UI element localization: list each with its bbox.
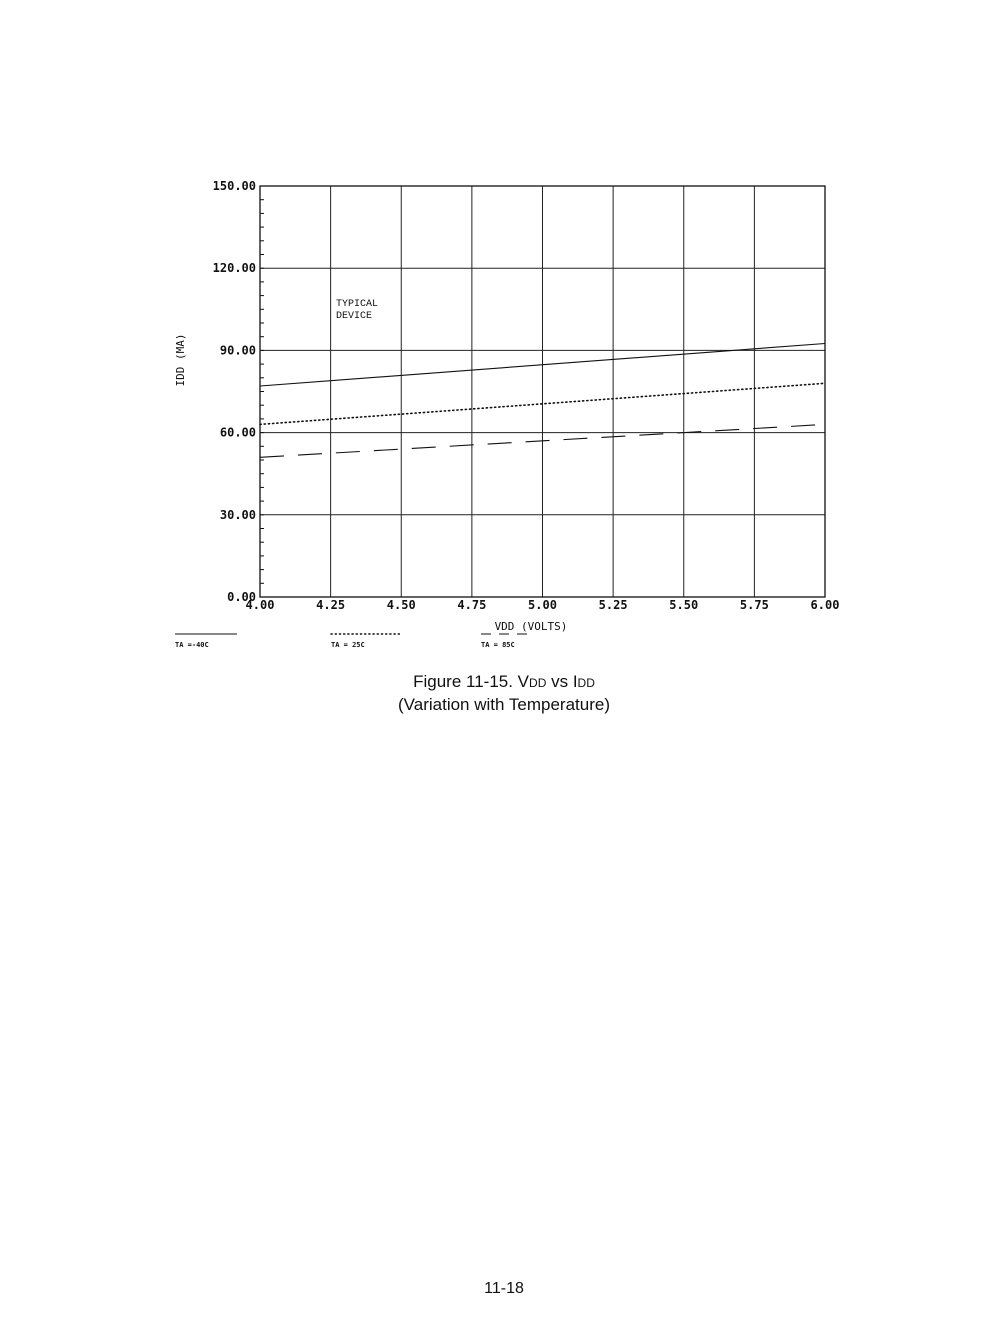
- y-tick-label: 120.00: [212, 261, 256, 276]
- y-tick-label: 0.00: [227, 590, 256, 604]
- x-tick-label: 4.50: [386, 598, 416, 612]
- annotation-line-1: TYPICAL: [336, 299, 379, 310]
- x-tick-label: 4.75: [457, 598, 487, 612]
- x-tick-label: 5.50: [669, 598, 699, 612]
- annotation-line-2: DEVICE: [336, 311, 373, 322]
- x-tick-label: 5.00: [528, 598, 557, 612]
- x-axis-title: VDD (VOLTS): [494, 620, 568, 633]
- x-tick-label: 5.75: [739, 598, 769, 612]
- legend-label-2: TA = 25C: [331, 641, 365, 649]
- caption-line-2: (Variation with Temperature): [398, 695, 610, 714]
- x-tick-label: 4.00: [245, 598, 275, 612]
- y-tick-label: 30.00: [219, 507, 256, 522]
- y-tick-label: 150.00: [212, 179, 256, 193]
- legend: [175, 634, 531, 649]
- figure-caption: [0, 671, 1008, 715]
- y-tick-labels: [213, 179, 256, 604]
- legend-label-1: TA =-40C: [175, 641, 209, 649]
- chart-grid: [260, 186, 825, 597]
- y-tick-label: 90.00: [219, 343, 256, 358]
- caption-line-1: Figure 11-15. VDD vs IDD: [413, 672, 595, 691]
- legend-label-3: TA = 85C: [481, 641, 515, 649]
- page-number: 11-18: [484, 1280, 524, 1297]
- y-axis-title: IDD (MA): [174, 333, 187, 387]
- y-tick-label: 60.00: [219, 425, 256, 440]
- x-tick-label: 4.25: [316, 598, 346, 612]
- x-tick-labels: [246, 598, 840, 612]
- x-tick-label: 5.25: [598, 598, 628, 612]
- x-tick-label: 6.00: [810, 598, 840, 612]
